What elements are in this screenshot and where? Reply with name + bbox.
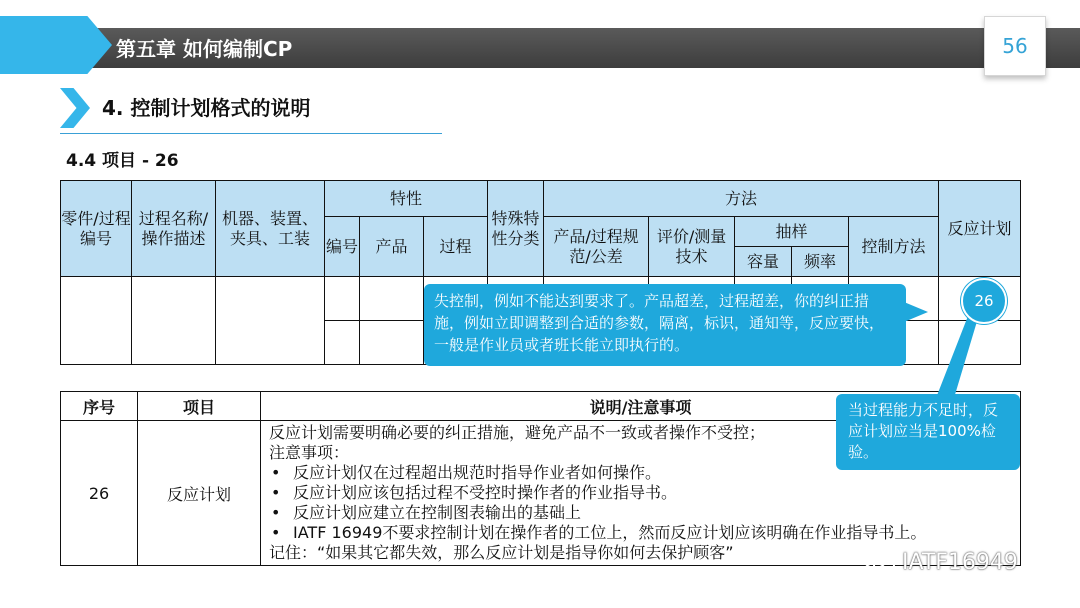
table-cell	[132, 277, 216, 365]
notes-header-desc: 说明/注意事项	[261, 392, 1021, 421]
watermark	[862, 548, 1018, 576]
table-cell	[939, 321, 1021, 365]
header-machine: 机器、装置、夹具、工装	[216, 181, 325, 277]
callout-main: 失控制，例如不能达到要求了。产品超差，过程超差，你的纠正措施，例如立即调整到合适的参数，隔离，标识，通知等，反应要快，一般是作业员或者班长能立即执行的。	[424, 284, 906, 366]
header-char-no: 编号	[325, 217, 360, 277]
notes-header-no: 序号	[61, 392, 138, 421]
chapter-title: 第五章 如何编制CP	[116, 37, 293, 61]
header-char-product: 产品	[360, 217, 424, 277]
description-intro: 反应计划需要明确必要的纠正措施，避免产品不一致或者操作不受控；	[269, 423, 766, 442]
header-special-class: 特殊特性分类	[488, 181, 544, 277]
header-reaction-plan: 反应计划	[939, 181, 1021, 277]
header-part-no: 零件/过程编号	[61, 181, 132, 277]
header-process-name: 过程名称/操作描述	[132, 181, 216, 277]
table-cell	[360, 277, 424, 321]
notes-list	[269, 463, 1012, 543]
section-title: 4. 控制计划格式的说明	[102, 96, 311, 120]
header-sample-size: 容量	[735, 247, 792, 277]
table-cell	[360, 321, 424, 365]
list-item: • 反应计划应该包括过程不受控时操作者的作业指导书。	[269, 483, 1012, 503]
table-cell	[61, 277, 132, 365]
notes-header-item: 项目	[138, 392, 261, 421]
row-number: 26	[61, 421, 138, 566]
table-cell	[325, 277, 360, 321]
list-item: • 反应计划应建立在控制图表输出的基础上	[269, 503, 1012, 523]
page-number: 56	[984, 16, 1046, 76]
row-item: 反应计划	[138, 421, 261, 566]
table-cell	[216, 277, 325, 365]
header-characteristics: 特性	[325, 181, 488, 217]
header-char-process: 过程	[424, 217, 488, 277]
list-item: • IATF 16949不要求控制计划在操作者的工位上，然而反应计划应该明确在作业指导书上。	[269, 523, 1012, 543]
section-arrow-icon	[60, 88, 90, 128]
header-methods: 方法	[544, 181, 939, 217]
list-item: • 反应计划仅在过程超出规范时指导作业者如何操作。	[269, 463, 1012, 483]
remember-note: 记住：“如果其它都失效，那么反应计划是指导你如何去保护顾客”	[269, 543, 734, 562]
table-cell	[325, 321, 360, 365]
watermark-text: IATF16949	[902, 549, 1018, 575]
item-number-badge: 26	[961, 278, 1007, 324]
header-control-method: 控制方法	[849, 217, 939, 277]
header-sample-freq: 频率	[792, 247, 849, 277]
section-divider	[60, 133, 442, 134]
header-eval: 评价/测量技术	[649, 217, 735, 277]
callout-secondary: 当过程能力不足时，反应计划应当是100%检验。	[836, 394, 1020, 470]
notes-label: 注意事项：	[269, 443, 350, 462]
wechat-icon	[862, 548, 896, 576]
header-spec: 产品/过程规范/公差	[544, 217, 649, 277]
header-sample: 抽样	[735, 217, 849, 247]
section-subtitle: 4.4 项目 - 26	[66, 151, 179, 171]
